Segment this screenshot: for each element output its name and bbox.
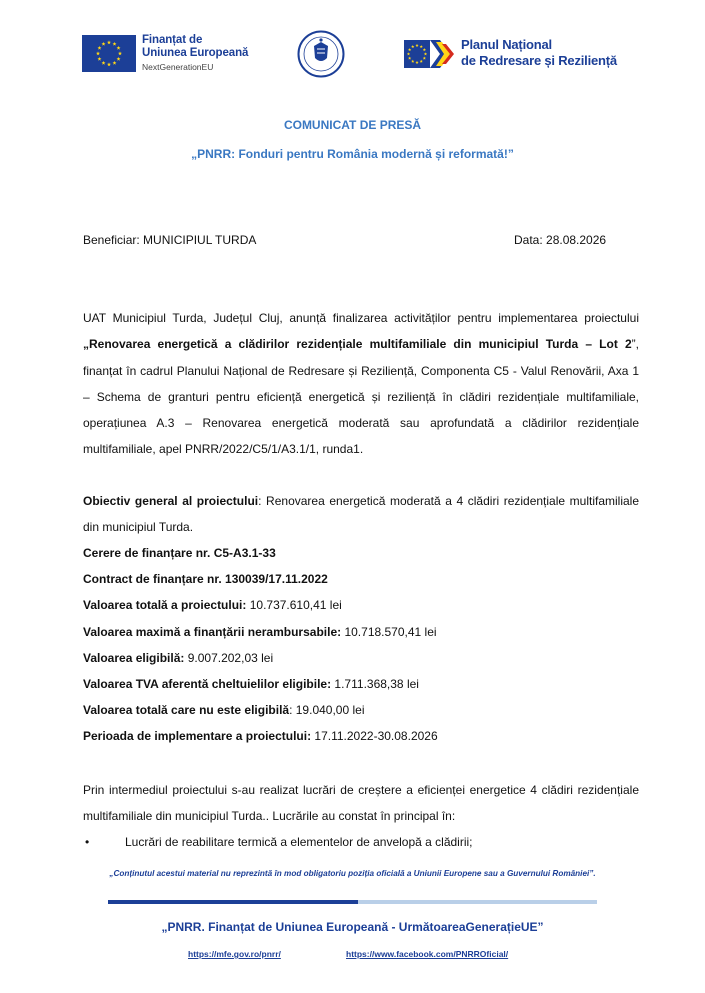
objective-paragraph <box>83 488 639 541</box>
financial-label: Valoarea totală care nu este eligibilă <box>83 703 290 718</box>
financial-label: Contract de finanțare nr. 130039/17.11.2022 <box>83 572 328 587</box>
facebook-pnrr-link[interactable]: https://www.facebook.com/PNRROficial/ <box>346 949 509 959</box>
pnrr-logo-line-2: de Redresare și Reziliență <box>461 53 617 68</box>
financial-row <box>83 540 639 566</box>
eu-logo-line-1: Finanțat de <box>142 34 203 46</box>
romanian-government-seal-icon <box>297 30 345 78</box>
objective-text: : Renovarea energetică moderată a 4 clădiri rezidențiale multifamiliale din municipiul Turda. <box>83 494 639 535</box>
financial-value: 10.737.610,41 lei <box>246 598 342 613</box>
intro-text-start: UAT Municipiul Turda, Județul Cluj, anunță finalizarea activităților pentru implementarea proiectului <box>83 311 639 325</box>
financial-label: Valoarea TVA aferentă cheltuielilor eligibile: <box>83 677 332 692</box>
project-name: „Renovarea energetică a clădirilor rezidențiale multifamiliale din municipiul Turda – Lot 2 <box>83 337 632 352</box>
footer-divider-accent <box>108 900 358 904</box>
financial-row <box>83 645 639 671</box>
press-release-subtitle: „PNRR: Fonduri pentru România modernă și reformată!” <box>191 147 514 161</box>
financial-details-list <box>83 540 639 750</box>
financial-row <box>83 592 639 618</box>
beneficiary-label: Beneficiar: MUNICIPIUL TURDA <box>83 233 257 247</box>
press-release-title: COMUNICAT DE PRESĂ <box>283 118 422 132</box>
list-item-text: Lucrări de reabilitare termică a elementelor de anvelopă a clădirii; <box>125 835 473 849</box>
financial-value: 1.711.368,38 lei <box>331 677 419 692</box>
pnrr-flag-icon <box>404 40 456 68</box>
pnrr-logo-line-1: Planul Național <box>461 37 552 52</box>
objective-label: Obiectiv general al proiectului <box>83 494 259 508</box>
financial-value: : 19.040,00 lei <box>289 703 365 718</box>
bullet-icon: • <box>85 835 90 849</box>
financial-label: Valoarea maximă a finanțării nerambursabile: <box>83 624 342 639</box>
financial-label: Valoarea eligibilă: <box>83 650 185 665</box>
financial-value: 17.11.2022-30.08.2026 <box>311 729 438 744</box>
financial-row <box>83 619 639 645</box>
eu-logo-line-3: NextGenerationEU <box>142 62 214 72</box>
eu-flag-icon <box>82 35 136 72</box>
mfe-pnrr-link[interactable]: https://mfe.gov.ro/pnrr/ <box>188 949 281 959</box>
press-release-date: Data: 28.08.2026 <box>514 233 607 247</box>
financial-row <box>83 723 639 749</box>
eu-logo-line-2: Uniunea Europeană <box>142 47 249 59</box>
financial-row <box>83 566 639 592</box>
financial-value: 9.007.202,03 lei <box>184 650 274 665</box>
footer-slogan: „PNRR. Finanțat de Uniunea Europeană - UrmătoareaGenerațieUE” <box>161 920 544 934</box>
intro-text-end: ”, finanțat în cadrul Planului Național de Redresare și Reziliență, Componenta C5 - Valul Renovării, Axa 1 – Schema de granturi pentru eficiență energetică și reziliență în clădiri rezidențiale multifamiliale, operațiunea A.3 – Renovarea energetică moderată sau aprofundată a clădirilor rezidențiale multifamiliale, apel PNRR/2022/C5/1/A3.1/1, runda1. <box>83 337 639 457</box>
results-paragraph: Prin intermediul proiectului s-au realizat lucrări de creștere a eficienței energetice 4 clădiri rezidențiale multifamiliale din municipiul Turda.. Lucrările au constat în principal în: <box>83 783 639 824</box>
financial-value: 10.718.570,41 lei <box>341 624 437 639</box>
financial-label: Valoarea totală a proiectului: <box>83 598 247 613</box>
financial-label: Perioada de implementare a proiectului: <box>83 729 312 744</box>
financial-row <box>83 671 639 697</box>
financial-row <box>83 697 639 723</box>
financial-label: Cerere de finanțare nr. C5-A3.1-33 <box>83 546 276 560</box>
footer-disclaimer: „Conținutul acestui material nu reprezintă în mod obligatoriu poziția oficială a Uniunii Europene sau a Guvernului României”. <box>109 869 596 878</box>
intro-paragraph <box>83 305 639 463</box>
eu-funding-logo-text <box>142 34 262 73</box>
pnrr-logo-text <box>461 37 661 69</box>
